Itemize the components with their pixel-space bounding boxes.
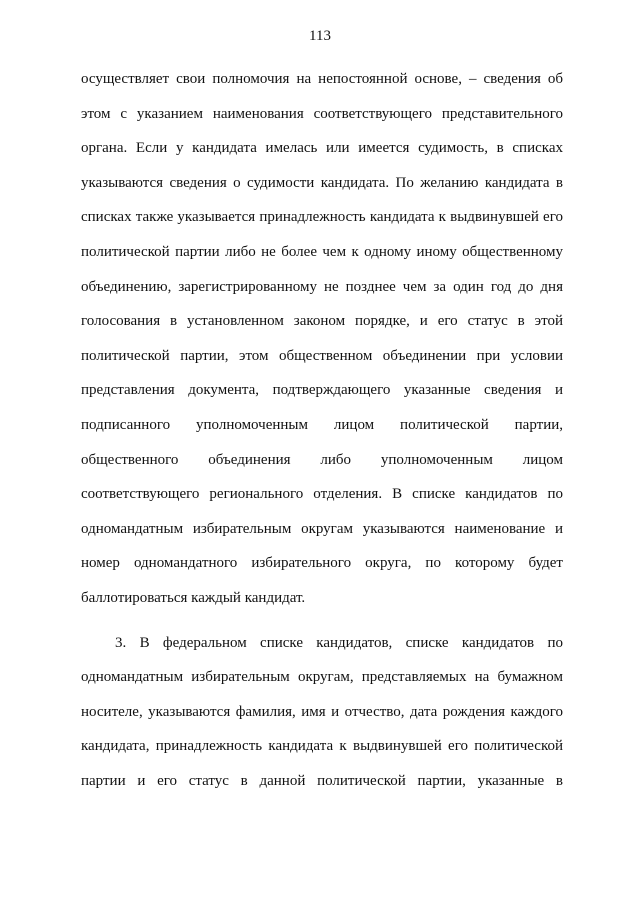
text-line: представления документа, подтверждающего указанные сведения и bbox=[81, 382, 563, 399]
paragraph-2 bbox=[81, 626, 563, 799]
text-line: осуществляет свои полномочия на непостоянной основе, – сведения об bbox=[81, 71, 563, 87]
paragraph-1 bbox=[81, 62, 563, 616]
text-line: одномандатным избирательным округам указываются наименование и bbox=[81, 520, 563, 537]
text-line: списках также указывается принадлежность кандидата к выдвинувшей его bbox=[81, 209, 563, 226]
text-line: общественного объединения либо уполномоченным лицом bbox=[81, 451, 563, 468]
text-line: 3. В федеральном списке кандидатов, списке кандидатов по bbox=[115, 634, 563, 651]
text-line: голосования в установленном законом порядке, и его статус в этой bbox=[81, 313, 563, 330]
document-body bbox=[81, 62, 563, 798]
text-line: органа. Если у кандидата имелась или имеется судимость, в списках bbox=[81, 140, 563, 157]
text-line: кандидата, принадлежность кандидата к выдвинувшей его политической bbox=[81, 738, 563, 755]
text-line: номер одномандатного избирательного округа, по которому будет bbox=[81, 555, 563, 572]
text-line: носителе, указываются фамилия, имя и отчество, дата рождения каждого bbox=[81, 703, 563, 720]
text-line: баллотироваться каждый кандидат. bbox=[81, 589, 306, 606]
text-line: объединению, зарегистрированному не позднее чем за один год до дня bbox=[81, 278, 563, 295]
text-line: политической партии либо не более чем к одному иному общественному bbox=[81, 243, 563, 260]
text-line: партии и его статус в данной политической партии, указанные в bbox=[81, 772, 563, 789]
text-line: указываются сведения о судимости кандидата. По желанию кандидата в bbox=[81, 174, 563, 191]
text-line: соответствующего регионального отделения. В списке кандидатов по bbox=[81, 486, 563, 503]
text-line: одномандатным избирательным округам, представляемых на бумажном bbox=[81, 669, 563, 686]
paragraph-gap bbox=[81, 616, 563, 626]
page-number: 113 bbox=[309, 28, 331, 44]
text-line: подписанного уполномоченным лицом политической партии, bbox=[81, 416, 563, 433]
text-line: этом с указанием наименования соответствующего представительного bbox=[81, 105, 563, 122]
text-line: политической партии, этом общественном объединении при условии bbox=[81, 347, 563, 364]
